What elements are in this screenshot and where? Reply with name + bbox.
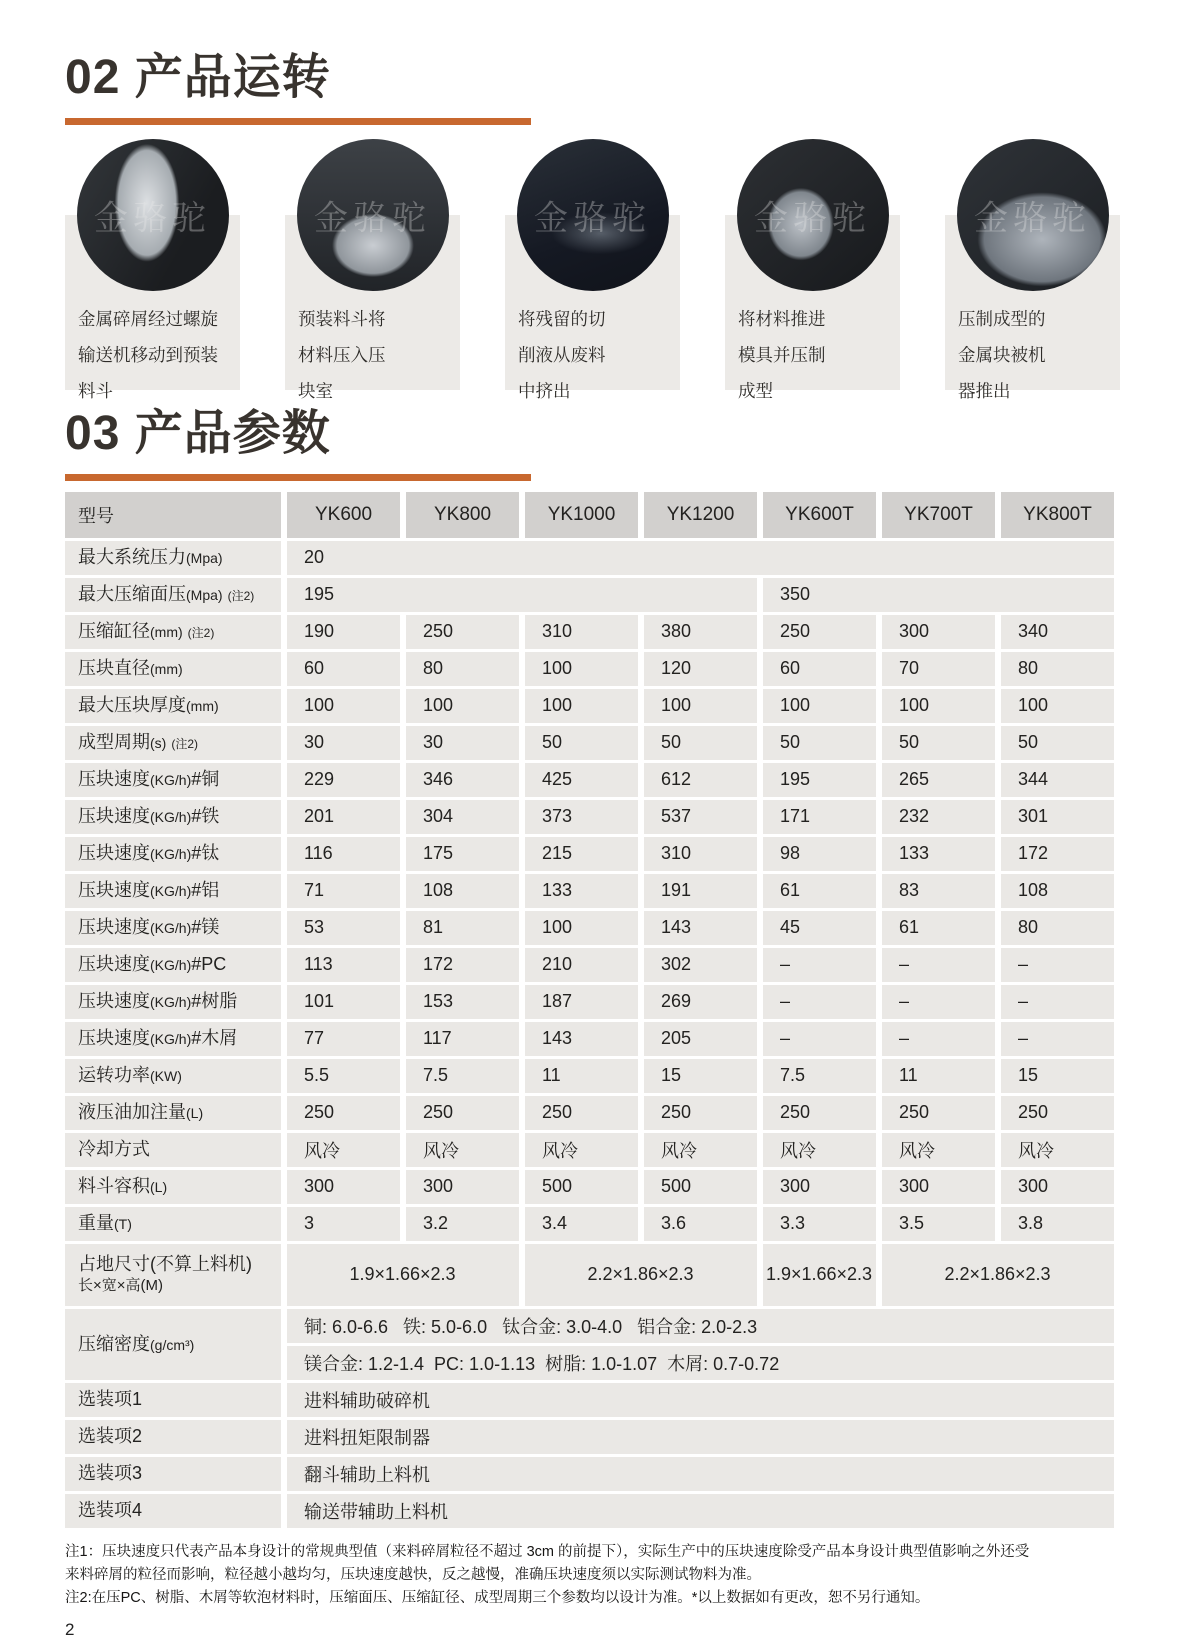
- param-value-cell: 500: [644, 1170, 757, 1204]
- param-value-cell: 输送带辅助上料机: [287, 1494, 1114, 1528]
- param-value-cell: 100: [525, 652, 638, 686]
- param-value-cell: 进料扭矩限制器: [287, 1420, 1114, 1454]
- caption-line: 中挤出: [518, 380, 571, 401]
- footnote-line: 注2:在压PC、树脂、木屑等软泡材料时，压缩面压、压缩缸径、成型周期三个参数均以设计为准。*以上数据如有更改，恕不另行通知。: [65, 1589, 930, 1606]
- param-value-cell: 350: [763, 578, 1114, 612]
- caption-line: 预装料斗将: [298, 308, 386, 329]
- table-corner-cell: 型号: [65, 492, 281, 538]
- process-step-card: [285, 139, 460, 401]
- section-divider: [65, 118, 531, 125]
- param-value-cell: 风冷: [406, 1133, 519, 1167]
- watermark-text: 金骆驼: [534, 199, 651, 238]
- param-value-cell: 100: [287, 689, 400, 723]
- param-value-cell: 11: [882, 1059, 995, 1093]
- process-step-card: [725, 139, 900, 401]
- param-value-cell: 250: [763, 615, 876, 649]
- param-value-cell: –: [882, 985, 995, 1019]
- param-value-cell: 11: [525, 1059, 638, 1093]
- param-value-cell: 133: [525, 874, 638, 908]
- param-value-cell: 100: [525, 689, 638, 723]
- param-value-cell: 300: [763, 1170, 876, 1204]
- param-value-cell: 风冷: [525, 1133, 638, 1167]
- param-row: [65, 1133, 1114, 1167]
- table-header-row: [65, 492, 1114, 538]
- param-value-cell: –: [882, 1022, 995, 1056]
- param-value-cell: 250: [644, 1096, 757, 1130]
- param-row: [65, 800, 1114, 834]
- param-label-cell: 压缩密度(g/cm³): [65, 1309, 281, 1380]
- param-value-cell: 265: [882, 763, 995, 797]
- param-row: [65, 1457, 1114, 1491]
- param-value-cell: 143: [644, 911, 757, 945]
- param-value-cell: 116: [287, 837, 400, 871]
- caption-line: 金属块被机: [958, 344, 1046, 365]
- param-value-cell: 81: [406, 911, 519, 945]
- process-step-caption: [285, 301, 460, 409]
- param-label-cell: 冷却方式: [65, 1133, 281, 1167]
- process-step-card: [65, 139, 240, 401]
- param-value-cell: –: [763, 985, 876, 1019]
- param-row: [65, 1059, 1114, 1093]
- param-value-cell: 187: [525, 985, 638, 1019]
- param-value-cell: 250: [525, 1096, 638, 1130]
- param-value-cell: 70: [882, 652, 995, 686]
- param-value-cell: –: [763, 1022, 876, 1056]
- watermark-text: 金骆驼: [974, 199, 1091, 238]
- param-label-cell: 压块速度(KG/h)#镁: [65, 911, 281, 945]
- param-value-cell: 80: [1001, 652, 1114, 686]
- param-value-cell: 50: [525, 726, 638, 760]
- param-row: [65, 578, 1114, 612]
- param-value-cell: 45: [763, 911, 876, 945]
- param-label-cell: 选装项4: [65, 1494, 281, 1528]
- param-value-cell: 215: [525, 837, 638, 871]
- param-value-cell: 175: [406, 837, 519, 871]
- param-value-cell: 2.2×1.86×2.3: [882, 1244, 1114, 1306]
- model-header-cell: YK600: [287, 492, 400, 538]
- param-value-cell: 250: [406, 615, 519, 649]
- param-value-cell: 133: [882, 837, 995, 871]
- param-value-cell: 250: [763, 1096, 876, 1130]
- process-step-caption: [725, 301, 900, 409]
- process-step-caption: [65, 301, 240, 409]
- param-label-cell: 运转功率(KW): [65, 1059, 281, 1093]
- param-value-cell: –: [763, 948, 876, 982]
- param-value-cell: 310: [525, 615, 638, 649]
- caption-line: 块室: [298, 380, 333, 401]
- param-value-cell: 61: [763, 874, 876, 908]
- param-label-cell: 选装项1: [65, 1383, 281, 1417]
- param-value-cell: 300: [882, 1170, 995, 1204]
- param-value-cell: 500: [525, 1170, 638, 1204]
- param-row: [65, 874, 1114, 908]
- param-value-cell: 83: [882, 874, 995, 908]
- param-value-cell: 100: [406, 689, 519, 723]
- caption-line: 将残留的切: [518, 308, 606, 329]
- param-value-cell: 30: [406, 726, 519, 760]
- param-label-cell: 压块速度(KG/h)#钛: [65, 837, 281, 871]
- caption-line: 金属碎屑经过螺旋: [78, 308, 218, 329]
- param-value-cell: 50: [882, 726, 995, 760]
- param-label-cell: 压块速度(KG/h)#树脂: [65, 985, 281, 1019]
- param-label-cell: 压块直径(mm): [65, 652, 281, 686]
- param-value-cell: 300: [1001, 1170, 1114, 1204]
- param-value-cell: 3.2: [406, 1207, 519, 1241]
- param-label-cell: 最大压块厚度(mm): [65, 689, 281, 723]
- param-value-cell: 302: [644, 948, 757, 982]
- param-row: [65, 541, 1114, 575]
- param-value-cell: 进料辅助破碎机: [287, 1383, 1114, 1417]
- param-value-cell: 300: [406, 1170, 519, 1204]
- param-row: [65, 726, 1114, 760]
- param-row: [65, 837, 1114, 871]
- param-value-cell: 190: [287, 615, 400, 649]
- param-value-cell: 301: [1001, 800, 1114, 834]
- param-row: [65, 1309, 1114, 1343]
- param-value-cell: 340: [1001, 615, 1114, 649]
- param-label-cell: 压缩缸径(mm) (注2): [65, 615, 281, 649]
- param-value-cell: 100: [1001, 689, 1114, 723]
- param-value-cell: 153: [406, 985, 519, 1019]
- param-value-cell: 1.9×1.66×2.3: [763, 1244, 876, 1306]
- model-header-cell: YK600T: [763, 492, 876, 538]
- param-row: [65, 1383, 1114, 1417]
- param-value-cell: 71: [287, 874, 400, 908]
- param-value-cell: 195: [287, 578, 757, 612]
- param-value-cell: 风冷: [287, 1133, 400, 1167]
- param-value-cell: 80: [1001, 911, 1114, 945]
- param-row: [65, 1207, 1114, 1241]
- param-row: [65, 763, 1114, 797]
- param-value-cell: 3.4: [525, 1207, 638, 1241]
- param-value-cell: 3.5: [882, 1207, 995, 1241]
- param-value-cell: 100: [763, 689, 876, 723]
- param-row: [65, 1494, 1114, 1528]
- param-label-cell: 料斗容积(L): [65, 1170, 281, 1204]
- param-value-cell: 镁合金: 1.2-1.4 PC: 1.0-1.13 树脂: 1.0-1.07 木屑: 0.7-0.72: [287, 1346, 1114, 1380]
- caption-line: 料斗: [78, 380, 113, 401]
- process-step-photo: [517, 139, 669, 291]
- param-value-cell: 80: [406, 652, 519, 686]
- param-value-cell: 3.6: [644, 1207, 757, 1241]
- param-value-cell: 50: [644, 726, 757, 760]
- param-label-cell: 压块速度(KG/h)#铜: [65, 763, 281, 797]
- section-title-params: 03 产品参数: [65, 406, 331, 460]
- process-step-photo: [77, 139, 229, 291]
- param-value-cell: –: [1001, 1022, 1114, 1056]
- param-value-cell: 60: [287, 652, 400, 686]
- caption-line: 成型: [738, 380, 773, 401]
- param-value-cell: 143: [525, 1022, 638, 1056]
- watermark-text: 金骆驼: [754, 199, 871, 238]
- param-value-cell: 201: [287, 800, 400, 834]
- param-label-cell: 压块速度(KG/h)#木屑: [65, 1022, 281, 1056]
- caption-line: 压制成型的: [958, 308, 1046, 329]
- param-value-cell: 300: [882, 615, 995, 649]
- param-row: [65, 1022, 1114, 1056]
- param-value-cell: 269: [644, 985, 757, 1019]
- process-step-caption: [945, 301, 1120, 409]
- param-value-cell: 612: [644, 763, 757, 797]
- param-label-cell: 压块速度(KG/h)#PC: [65, 948, 281, 982]
- param-value-cell: 250: [1001, 1096, 1114, 1130]
- caption-line: 将材料推进: [738, 308, 826, 329]
- model-header-cell: YK800: [406, 492, 519, 538]
- param-value-cell: 3.8: [1001, 1207, 1114, 1241]
- param-value-cell: 344: [1001, 763, 1114, 797]
- param-value-cell: 250: [287, 1096, 400, 1130]
- param-value-cell: 205: [644, 1022, 757, 1056]
- process-step-caption: [505, 301, 680, 409]
- param-value-cell: 172: [1001, 837, 1114, 871]
- param-value-cell: 191: [644, 874, 757, 908]
- param-row: [65, 1096, 1114, 1130]
- param-value-cell: 风冷: [882, 1133, 995, 1167]
- param-value-cell: 101: [287, 985, 400, 1019]
- param-value-cell: 20: [287, 541, 1114, 575]
- footnotes: [65, 1541, 1121, 1610]
- table-head: [65, 492, 1114, 538]
- param-row: [65, 948, 1114, 982]
- footnote-line: 来料碎屑的粒径而影响，粒径越小越均匀，压块速度越快，反之越慢，准确压块速度须以实际测试物料为准。: [65, 1566, 761, 1583]
- model-header-cell: YK700T: [882, 492, 995, 538]
- param-label-cell: 成型周期(s) (注2): [65, 726, 281, 760]
- param-value-cell: 风冷: [763, 1133, 876, 1167]
- caption-line: 削液从废料: [518, 344, 606, 365]
- param-value-cell: 翻斗辅助上料机: [287, 1457, 1114, 1491]
- param-label-cell: 最大压缩面压(Mpa) (注2): [65, 578, 281, 612]
- param-value-cell: –: [1001, 948, 1114, 982]
- param-value-cell: 1.9×1.66×2.3: [287, 1244, 519, 1306]
- table-body: [65, 541, 1114, 1528]
- param-value-cell: 373: [525, 800, 638, 834]
- param-value-cell: –: [882, 948, 995, 982]
- param-value-cell: 60: [763, 652, 876, 686]
- params-table: [59, 489, 1120, 1531]
- param-value-cell: 195: [763, 763, 876, 797]
- caption-line: 材料压入压: [298, 344, 386, 365]
- param-value-cell: 120: [644, 652, 757, 686]
- watermark-text: 金骆驼: [94, 199, 211, 238]
- param-value-cell: 15: [1001, 1059, 1114, 1093]
- process-step-photo: [957, 139, 1109, 291]
- param-value-cell: 380: [644, 615, 757, 649]
- param-row: [65, 652, 1114, 686]
- param-value-cell: 100: [525, 911, 638, 945]
- process-steps: [65, 139, 1121, 401]
- param-value-cell: 50: [763, 726, 876, 760]
- param-label-cell: 压块速度(KG/h)#铝: [65, 874, 281, 908]
- caption-line: 模具并压制: [738, 344, 826, 365]
- section-divider: [65, 474, 531, 481]
- param-row: [65, 689, 1114, 723]
- param-value-cell: 7.5: [763, 1059, 876, 1093]
- param-value-cell: 171: [763, 800, 876, 834]
- param-value-cell: 250: [406, 1096, 519, 1130]
- param-value-cell: 300: [287, 1170, 400, 1204]
- param-value-cell: 100: [882, 689, 995, 723]
- process-step-card: [945, 139, 1120, 401]
- param-row: [65, 985, 1114, 1019]
- param-value-cell: 346: [406, 763, 519, 797]
- param-row: [65, 1420, 1114, 1454]
- param-value-cell: 铜: 6.0-6.6 铁: 5.0-6.0 钛合金: 3.0-4.0 铝合金: 2.0-2.3: [287, 1309, 1114, 1343]
- param-row: [65, 911, 1114, 945]
- param-value-cell: 3.3: [763, 1207, 876, 1241]
- param-value-cell: 53: [287, 911, 400, 945]
- param-label-cell: 占地尺寸(不算上料机) 长×宽×高(M): [65, 1244, 281, 1306]
- model-header-cell: YK1000: [525, 492, 638, 538]
- section-params: [65, 408, 1121, 1610]
- process-step-card: [505, 139, 680, 401]
- param-value-cell: 210: [525, 948, 638, 982]
- param-label-cell: 重量(T): [65, 1207, 281, 1241]
- param-value-cell: 232: [882, 800, 995, 834]
- param-row: [65, 615, 1114, 649]
- param-value-cell: 250: [882, 1096, 995, 1130]
- param-value-cell: 172: [406, 948, 519, 982]
- param-value-cell: 风冷: [1001, 1133, 1114, 1167]
- model-header-cell: YK800T: [1001, 492, 1114, 538]
- param-value-cell: 113: [287, 948, 400, 982]
- param-value-cell: 108: [406, 874, 519, 908]
- param-value-cell: –: [1001, 985, 1114, 1019]
- param-value-cell: 7.5: [406, 1059, 519, 1093]
- param-value-cell: 310: [644, 837, 757, 871]
- param-value-cell: 5.5: [287, 1059, 400, 1093]
- param-value-cell: 100: [644, 689, 757, 723]
- param-value-cell: 15: [644, 1059, 757, 1093]
- param-value-cell: 117: [406, 1022, 519, 1056]
- section-title-operation: 02 产品运转: [65, 51, 331, 104]
- footnote-line: 注1：压块速度只代表产品本身设计的常规典型值（来料碎屑粒径不超过 3cm 的前提下），实际生产中的压块速度除受产品本身设计典型值影响之外还受: [65, 1543, 1030, 1560]
- param-value-cell: 98: [763, 837, 876, 871]
- param-value-cell: 61: [882, 911, 995, 945]
- param-row: [65, 1244, 1114, 1306]
- caption-line: 器推出: [958, 380, 1011, 401]
- param-value-cell: 425: [525, 763, 638, 797]
- param-value-cell: 537: [644, 800, 757, 834]
- param-label-cell: 液压油加注量(L): [65, 1096, 281, 1130]
- process-step-photo: [297, 139, 449, 291]
- param-value-cell: 304: [406, 800, 519, 834]
- param-value-cell: 77: [287, 1022, 400, 1056]
- watermark-text: 金骆驼: [314, 199, 431, 238]
- caption-line: 输送机移动到预装: [78, 344, 218, 365]
- param-value-cell: 50: [1001, 726, 1114, 760]
- param-label-cell: 最大系统压力(Mpa): [65, 541, 281, 575]
- page-number: 2: [65, 1619, 75, 1639]
- param-row: [65, 1170, 1114, 1204]
- param-value-cell: 108: [1001, 874, 1114, 908]
- param-value-cell: 3: [287, 1207, 400, 1241]
- param-value-cell: 229: [287, 763, 400, 797]
- param-label-cell: 选装项3: [65, 1457, 281, 1491]
- param-label-cell: 压块速度(KG/h)#铁: [65, 800, 281, 834]
- param-value-cell: 风冷: [644, 1133, 757, 1167]
- param-value-cell: 2.2×1.86×2.3: [525, 1244, 757, 1306]
- param-value-cell: 30: [287, 726, 400, 760]
- param-label-cell: 选装项2: [65, 1420, 281, 1454]
- model-header-cell: YK1200: [644, 492, 757, 538]
- process-step-photo: [737, 139, 889, 291]
